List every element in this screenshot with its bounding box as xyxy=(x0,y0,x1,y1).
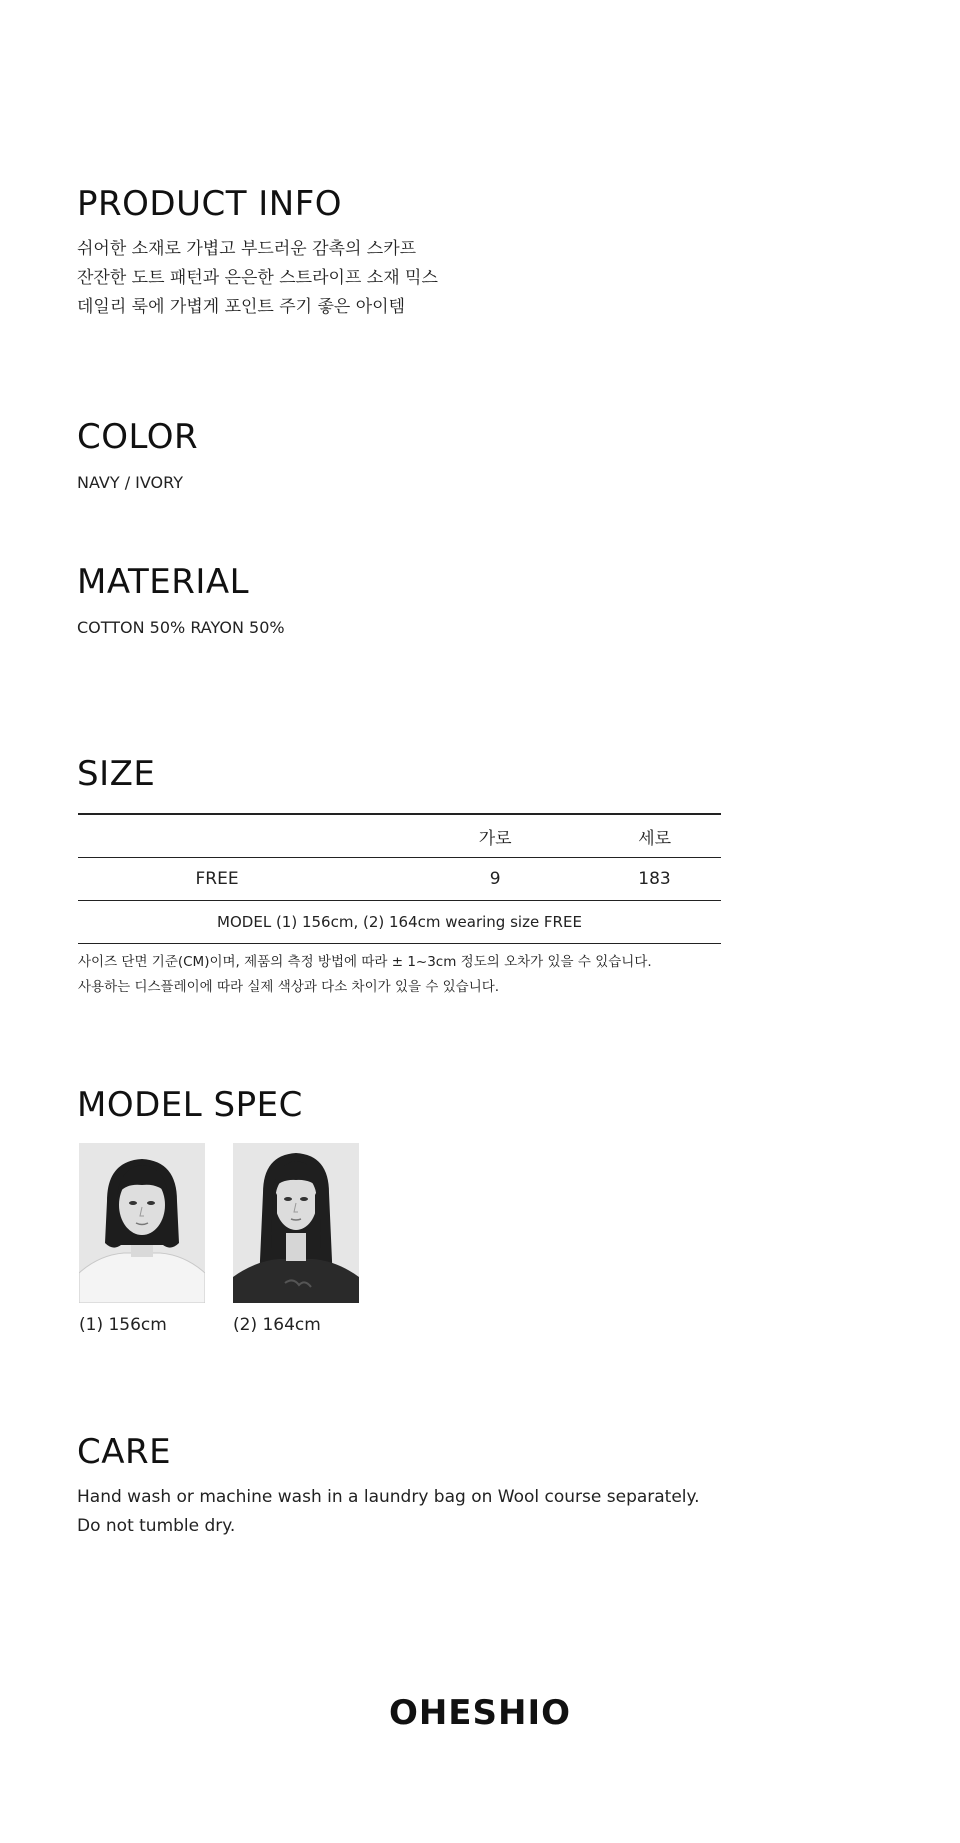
product-info-line: 데일리 룩에 가볍게 포인트 주기 좋은 아이템 xyxy=(77,297,406,317)
care-title: CARE xyxy=(77,1432,172,1472)
model-photo-1 xyxy=(79,1143,205,1303)
color-values xyxy=(77,468,183,497)
size-notes xyxy=(78,950,652,1000)
material-values xyxy=(77,613,285,642)
product-info-description xyxy=(77,235,438,322)
model-photo-2 xyxy=(233,1143,359,1303)
size-table-header-cell: 가로 xyxy=(356,814,634,858)
size-table xyxy=(78,813,721,944)
size-table-header-row xyxy=(78,814,721,858)
color-value: NAVY / IVORY xyxy=(77,473,184,492)
model-spec-title: MODEL SPEC xyxy=(77,1085,303,1125)
size-model-note: MODEL (1) 156cm, (2) 164cm wearing size FREE xyxy=(78,901,721,944)
size-table-header-cell: 세로 xyxy=(634,814,721,858)
size-table-row xyxy=(78,858,721,901)
product-info-line: 잔잔한 도트 패턴과 은은한 스트라이프 소재 믹스 xyxy=(77,268,438,288)
model-caption-2: (2) 164cm xyxy=(233,1315,321,1335)
material-title: MATERIAL xyxy=(77,562,250,602)
material-value: COTTON 50% RAYON 50% xyxy=(77,618,285,637)
brand-logo: OHESHIO xyxy=(388,1693,572,1733)
care-instructions xyxy=(77,1483,700,1541)
size-title: SIZE xyxy=(77,754,156,794)
size-note-line: 사용하는 디스플레이에 따라 실제 색상과 다소 차이가 있을 수 있습니다. xyxy=(78,979,500,995)
care-line: Hand wash or machine wash in a laundry bag on Wool course separately. xyxy=(77,1487,700,1507)
size-table-model-note-row xyxy=(78,901,721,944)
size-table-cell: 183 xyxy=(634,858,721,901)
color-title: COLOR xyxy=(77,417,199,457)
model-card-2 xyxy=(233,1143,359,1335)
size-table-cell: FREE xyxy=(78,858,356,901)
product-info-line: 쉬어한 소재로 가볍고 부드러운 감촉의 스카프 xyxy=(77,239,417,259)
size-table-header-cell xyxy=(78,814,356,858)
product-info-title: PRODUCT INFO xyxy=(77,184,343,224)
care-line: Do not tumble dry. xyxy=(77,1516,236,1536)
model-card-1 xyxy=(79,1143,205,1335)
size-note-line: 사이즈 단면 기준(CM)이며, 제품의 측정 방법에 따라 ± 1~3cm 정도의 오차가 있을 수 있습니다. xyxy=(78,954,652,970)
size-table-cell: 9 xyxy=(356,858,634,901)
model-caption-1: (1) 156cm xyxy=(79,1315,167,1335)
